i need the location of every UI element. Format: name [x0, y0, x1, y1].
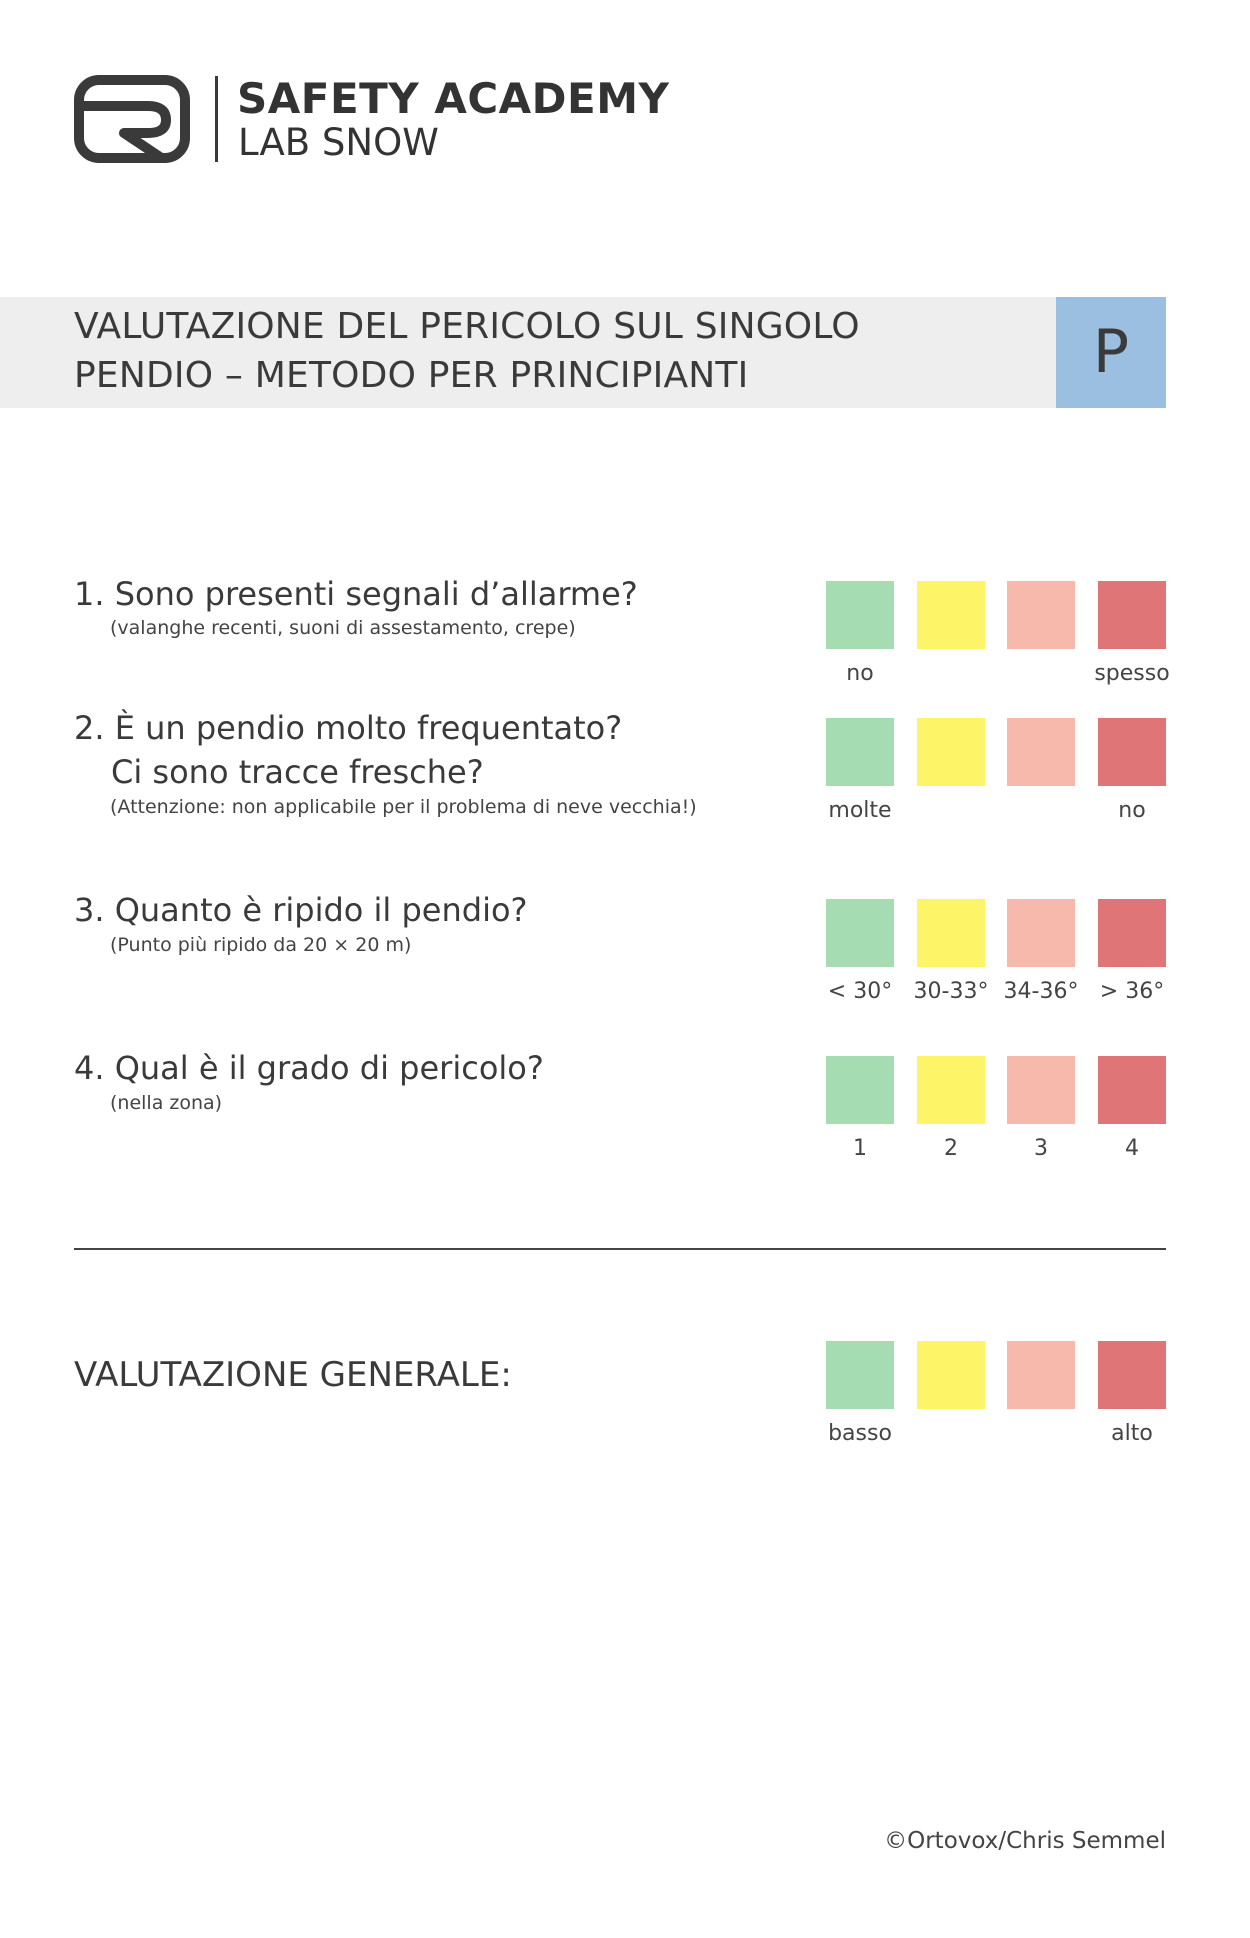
overall-assessment-label: VALUTAZIONE GENERALE: — [74, 1355, 512, 1395]
category-letter: P — [1092, 317, 1130, 387]
copyright-notice: ©Ortovox/Chris Semmel — [884, 1828, 1166, 1854]
question-1-swatch-2[interactable] — [917, 581, 985, 649]
logo-divider — [215, 76, 218, 162]
question-2-swatch-3[interactable] — [1007, 718, 1075, 786]
question-4-swatch-2[interactable] — [917, 1056, 985, 1124]
question-3-note: (Punto più ripido da 20 × 20 m) — [110, 934, 412, 956]
question-2-text: 2. È un pendio molto frequentato? — [74, 709, 623, 747]
overall-swatch-3[interactable] — [1007, 1341, 1075, 1409]
overall-label-low: basso — [828, 1421, 892, 1446]
question-4-label-3: 3 — [1034, 1136, 1048, 1161]
question-1-text: 1. Sono presenti segnali d’allarme? — [74, 575, 638, 613]
page-title-line-2: PENDIO – METODO PER PRINCIPIANTI — [74, 355, 749, 396]
overall-label-high: alto — [1111, 1421, 1153, 1446]
brand-subtitle: LAB SNOW — [238, 121, 439, 164]
question-3-label-4: > 36° — [1099, 979, 1165, 1004]
section-separator — [74, 1248, 1166, 1250]
question-1-label-1: no — [846, 661, 874, 686]
question-3-swatch-2[interactable] — [917, 899, 985, 967]
overall-swatch-1[interactable] — [826, 1341, 894, 1409]
question-2-swatch-2[interactable] — [917, 718, 985, 786]
question-4-label-4: 4 — [1125, 1136, 1139, 1161]
question-3-label-1: < 30° — [827, 979, 893, 1004]
question-2-swatch-4[interactable] — [1098, 718, 1166, 786]
question-1-swatch-1[interactable] — [826, 581, 894, 649]
question-4-note: (nella zona) — [110, 1092, 223, 1114]
question-1-swatch-3[interactable] — [1007, 581, 1075, 649]
question-2-text-line-2: Ci sono tracce fresche? — [111, 753, 484, 791]
question-3-swatch-4[interactable] — [1098, 899, 1166, 967]
question-2-swatch-1[interactable] — [826, 718, 894, 786]
overall-swatch-4[interactable] — [1098, 1341, 1166, 1409]
question-4-label-1: 1 — [853, 1136, 867, 1161]
category-badge — [1056, 297, 1166, 408]
question-1-swatch-4[interactable] — [1098, 581, 1166, 649]
question-3-swatch-3[interactable] — [1007, 899, 1075, 967]
question-2-label-1: molte — [828, 798, 892, 823]
question-1-note: (valanghe recenti, suoni di assestamento, crepe) — [110, 617, 576, 639]
question-4-swatch-4[interactable] — [1098, 1056, 1166, 1124]
page-title-line-1: VALUTAZIONE DEL PERICOLO SUL SINGOLO — [74, 306, 860, 347]
question-2-label-4: no — [1118, 798, 1146, 823]
question-4-text: 4. Qual è il grado di pericolo? — [74, 1049, 544, 1087]
question-3-swatch-1[interactable] — [826, 899, 894, 967]
question-3-text: 3. Quanto è ripido il pendio? — [74, 891, 528, 929]
question-4-label-2: 2 — [944, 1136, 958, 1161]
question-2-note: (Attenzione: non applicabile per il problema di neve vecchia!) — [110, 796, 697, 818]
brand-title: SAFETY ACADEMY — [237, 74, 670, 123]
question-4-swatch-3[interactable] — [1007, 1056, 1075, 1124]
question-3-label-3: 34-36° — [1003, 979, 1079, 1004]
ortovox-logo-icon — [74, 75, 190, 163]
question-1-label-4: spesso — [1094, 661, 1170, 686]
question-3-label-2: 30-33° — [913, 979, 989, 1004]
overall-swatch-2[interactable] — [917, 1341, 985, 1409]
question-4-swatch-1[interactable] — [826, 1056, 894, 1124]
